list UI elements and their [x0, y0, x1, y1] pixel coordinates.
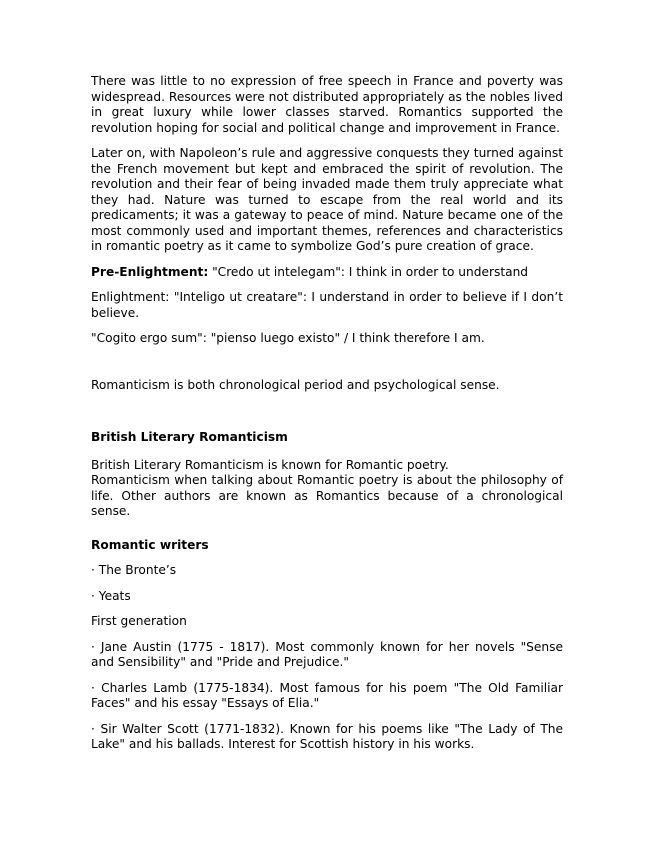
heading-british-literary-romanticism: British Literary Romanticism [91, 430, 288, 444]
list-item-brontes: · The Bronte’s [91, 563, 177, 577]
paragraph-enlightment: Enlightment: "Inteligo ut creatare": I understand in order to believe if I don’t believe. [91, 290, 563, 320]
paragraph-france-poverty: There was little to no expression of free speech in France and poverty was widespread. Resources were not distributed appropriately as the nobles lived in great luxury while lower classes starved. Romantics supported the revolution hoping for social and political change and improvement in France. [91, 74, 563, 135]
paragraph-cogito: "Cogito ergo sum": "pienso luego existo" / I think therefore I am. [91, 331, 485, 345]
heading-romantic-writers: Romantic writers [91, 537, 209, 552]
list-item-yeats: · Yeats [91, 588, 131, 603]
list-item-charles-lamb: · Charles Lamb (1775-1834). Most famous for his poem "The Old Familiar Faces" and his essay "Essays of Elia." [91, 680, 563, 710]
subheading-first-generation: First generation [91, 614, 187, 628]
paragraph-romanticism-sense: Romanticism is both chronological period and psychological sense. [91, 377, 500, 392]
pre-enlightment-label: Pre-Enlightment: [91, 264, 209, 279]
paragraph-pre-enlightment [91, 265, 563, 281]
paragraph-british-line1: British Literary Romanticism is known for Romantic poetry. [91, 457, 449, 472]
pre-enlightment-text: "Credo ut intelegam": I think in order to understand [208, 264, 529, 279]
document-page [91, 74, 563, 753]
paragraph-napoleon-nature: Later on, with Napoleon’s rule and aggressive conquests they turned against the French movement but kept and embraced the spirit of revolution. The revolution and their fear of being invaded made them truly appreciate what they had. Nature was turned to escape from the real world and its predicaments; it was a gateway to peace of mind. Nature became one of the most commonly used and important themes, references and characteristics in romantic poetry as it came to symbolize God’s pure creation of grace. [91, 146, 563, 253]
list-item-jane-austin: · Jane Austin (1775 - 1817). Most commonly known for her novels "Sense and Sensibility" and "Pride and Prejudice." [91, 639, 563, 669]
paragraph-british-line2: Romanticism when talking about Romantic poetry is about the philosophy of life. Other authors are known as Romantics because of a chronological sense. [91, 473, 563, 518]
list-item-walter-scott: · Sir Walter Scott (1771-1832). Known for his poems like "The Lady of The Lake" and his ballads. Interest for Scottish history in his works. [91, 721, 563, 751]
